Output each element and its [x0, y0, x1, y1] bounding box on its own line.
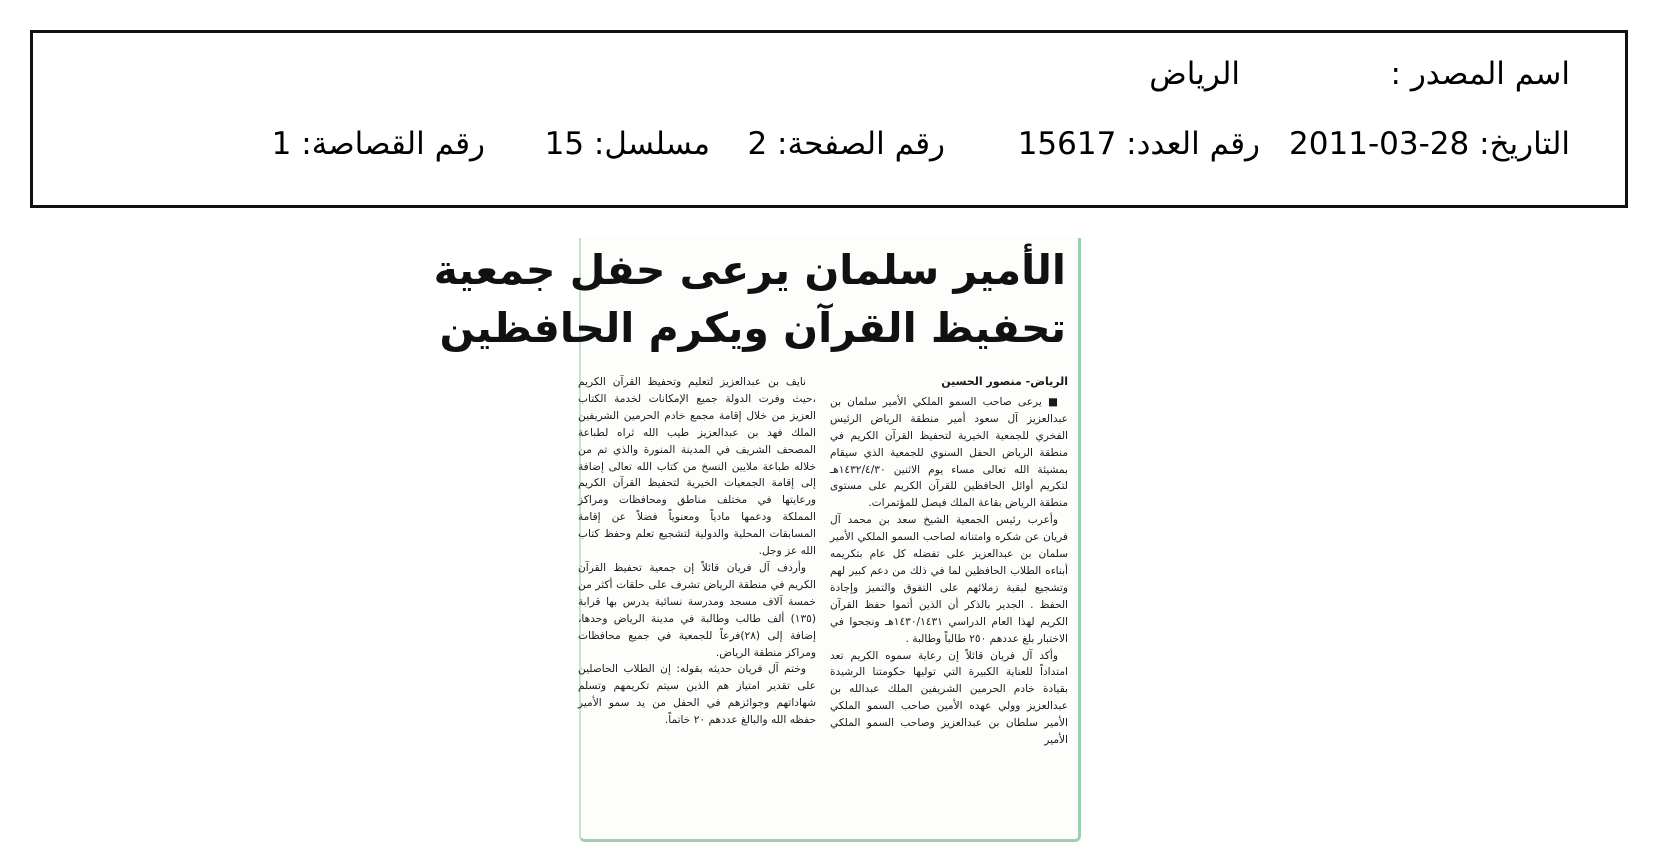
headline-line-2: تحفيظ القرآن ويكرم الحافظين	[439, 304, 1066, 352]
headline-line-1: الأمير سلمان يرعى حفل جمعية	[433, 246, 1066, 294]
page-number-field: رقم الصفحة: 2	[747, 126, 945, 162]
paragraph: وأكد آل فريان قائلاً إن رعاية سموه الكريم تعد امتداداً للعناية الكبيرة التي توليها حكومتنا الرشيدة بقيادة خادم الحرمين الشريفين الملك عبدالله بن عبدالعزيز وولي عهده الأمين صاحب السمو الملكي الأمير سلطان بن عبدالعزيز وصاحب السمو الملكي الأمير	[830, 649, 1068, 747]
newspaper-clipping	[433, 238, 1081, 842]
paragraph: نايف بن عبدالعزيز لتعليم وتحفيظ القرآن الكريم ،حيث وفرت الدولة جميع الإمكانات لخدمة الكتاب العزيز من خلال إقامة مجمع خادم الحرمين الشريفين الملك فهد بن عبدالعزيز طيب الله ثراه لطباعة المصحف الشريف في المدينة المنورة والذي تم من خلاله طباعة ملايين النسخ من كتاب الله تعالى إضافة إلى إقامة الجمعيات الخيرية لتحفيظ القرآن الكريم ورعايتها في مختلف مناطق ومحافظات ومراكز المملكة ودعمها مادياً ومعنوياً فضلاً عن إقامة المسابقات المحلية والدولية لتشجيع تعلم وحفظ كتاب الله عز وجل.	[578, 376, 816, 558]
date-field: التاريخ: 28-03-2011	[1289, 126, 1570, 162]
byline: الرياض- منصور الحسين	[941, 375, 1068, 388]
issue-number-field: رقم العدد: 15617	[1017, 126, 1260, 162]
paragraph: وأردف آل فريان قائلاً إن جمعية تحفيظ القرآن الكريم في منطقة الرياض تشرف على حلقات أكثر من خمسة آلاف مسجد ومدرسة نسائية يدرس بها قرابة (١٣٥) ألف طالب وطالبة في مدينة الرياض وحدها، إضافة إلى (٢٨)فرعاً للجمعية في جميع محافظات ومراكز منطقة الرياض.	[578, 561, 816, 659]
article-right-column	[830, 374, 1068, 749]
paragraph: ■ يرعى صاحب السمو الملكي الأمير سلمان بن عبدالعزيز آل سعود أمير منطقة الرياض الرئيس الفخري للجمعية الخيرية لتحفيظ القرآن الكريم في منطقة الرياض الحفل السنوي للجمعية الذي سيقام بمشيئة الله تعالى مساء يوم الاثنين ١٤٣٢/٤/٣٠هـ لتكريم أوائل الحافظين للقرآن الكريم على مستوى منطقة الرياض بقاعة الملك فيصل للمؤتمرات.	[830, 395, 1068, 510]
source-info-box	[30, 30, 1628, 208]
source-label: اسم المصدر :	[1390, 56, 1570, 92]
paragraph: وختم آل فريان حديثه بقوله: إن الطلاب الحاصلين على تقدير امتياز هم الذين سيتم تكريمهم وتسلم شهاداتهم وجوائزهم في الحفل من يد سمو الأمير حفظه الله والبالغ عددهم ٢٠ خاتماً.	[578, 663, 816, 727]
clipping-number-field: رقم القصاصة: 1	[271, 126, 485, 162]
serial-field: مسلسل: 15	[544, 126, 710, 162]
source-value: الرياض	[1149, 56, 1240, 92]
paragraph: وأعرب رئيس الجمعية الشيخ سعد بن محمد آل فريان عن شكره وامتنانه لصاحب السمو الملكي الأمير سلمان بن عبدالعزيز على تفضله كل عام بتكريمه أبناءه الطلاب الحافظين لما في ذلك من دعم كبير لهم وتشجيع لبقية زملائهم على التفوق والتميز وإجادة الحفظ . الجدير بالذكر أن الذين أتموا حفظ القرآن الكريم لهذا العام الدراسي ١٤٣٠/١٤٣١هـ ونجحوا في الاختبار بلغ عددهم ٢٥٠ طالباً وطالبة .	[830, 514, 1068, 645]
article-left-column	[578, 374, 816, 729]
